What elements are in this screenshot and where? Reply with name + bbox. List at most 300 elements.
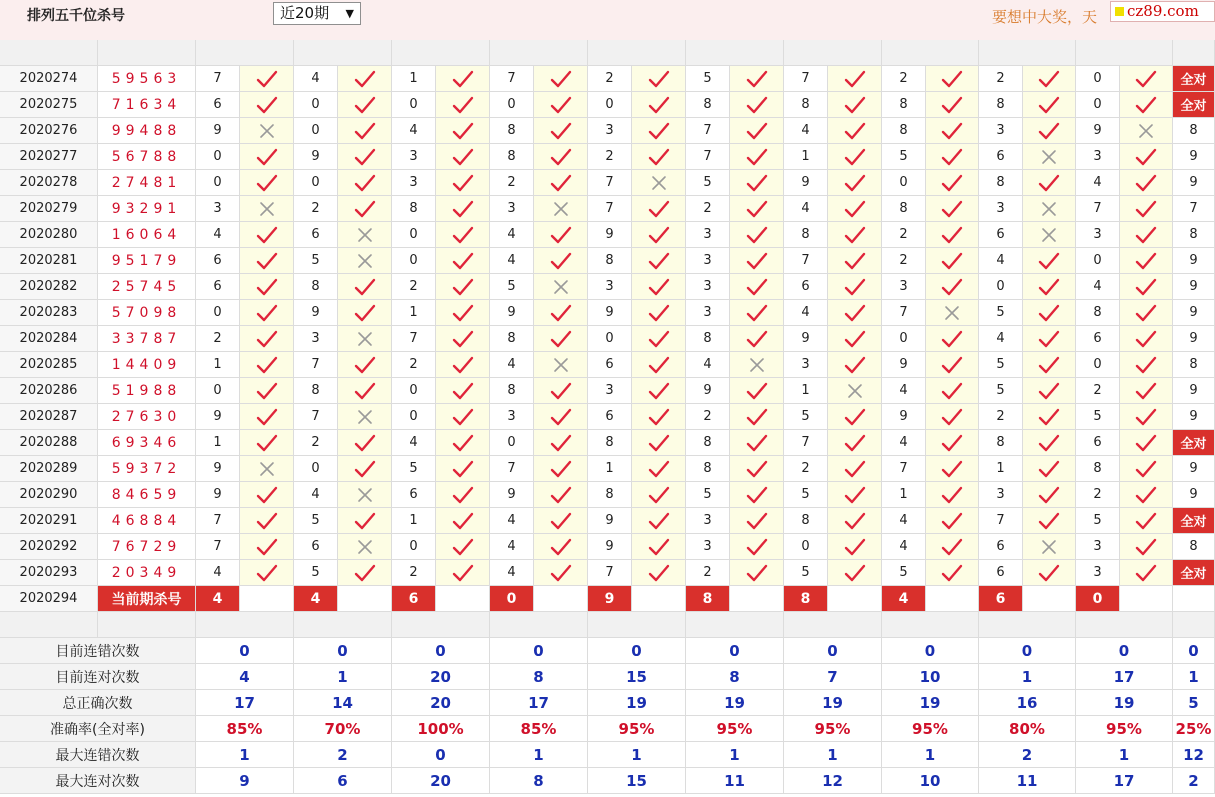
correct-mark: [828, 300, 882, 326]
kill-number-cell: 7: [979, 508, 1023, 534]
kill-number-cell: 0: [1076, 66, 1120, 92]
correct-mark: [1023, 378, 1076, 404]
cross-icon: [259, 201, 275, 217]
kill-number-cell: 4: [294, 482, 338, 508]
check-icon: [1038, 485, 1060, 505]
period-cell: 2020276: [0, 118, 98, 144]
kill-number-cell: 6: [979, 534, 1023, 560]
correct-mark: [926, 170, 979, 196]
check-icon: [1135, 69, 1157, 89]
kill-number-cell: 1: [392, 300, 436, 326]
period-cell: 2020275: [0, 92, 98, 118]
summary-value: 16: [979, 690, 1076, 716]
check-icon: [452, 433, 474, 453]
correct-mark: [436, 456, 490, 482]
stat-count-cell: 8: [1173, 352, 1215, 378]
kill-number-cell: 4: [784, 118, 828, 144]
kill-number-cell: 6: [588, 352, 632, 378]
draw-number-cell: 76729: [98, 534, 196, 560]
check-icon: [941, 355, 963, 375]
correct-mark: [632, 144, 686, 170]
correct-mark: [534, 92, 588, 118]
wrong-mark: [338, 404, 392, 430]
check-icon: [354, 563, 376, 583]
kill-number-cell: 1: [392, 66, 436, 92]
kill-number-cell: 2: [686, 560, 730, 586]
check-icon: [1135, 277, 1157, 297]
correct-mark: [730, 430, 784, 456]
cross-icon: [357, 253, 373, 269]
kill-number-cell: 7: [686, 144, 730, 170]
kill-number-cell: 3: [294, 326, 338, 352]
summary-value: 100%: [392, 716, 490, 742]
kill-number-cell: 8: [1076, 456, 1120, 482]
check-icon: [648, 147, 670, 167]
check-icon: [844, 225, 866, 245]
check-icon: [941, 251, 963, 271]
wrong-mark: [338, 534, 392, 560]
correct-mark: [632, 326, 686, 352]
check-icon: [941, 485, 963, 505]
kill-number-cell: 0: [392, 378, 436, 404]
correct-mark: [1120, 92, 1173, 118]
correct-mark: [926, 560, 979, 586]
period-select[interactable]: [273, 2, 361, 25]
kill-number-cell: 8: [588, 430, 632, 456]
kill-number-cell: 0: [294, 456, 338, 482]
draw-number-cell: 14409: [98, 352, 196, 378]
current-empty-cell: [1120, 586, 1173, 612]
period-cell: 2020284: [0, 326, 98, 352]
correct-mark: [534, 222, 588, 248]
summary-value: 8: [490, 664, 588, 690]
kill-number-cell: 8: [294, 274, 338, 300]
check-icon: [452, 225, 474, 245]
correct-mark: [632, 274, 686, 300]
correct-mark: [436, 534, 490, 560]
check-icon: [256, 433, 278, 453]
kill-number-cell: 5: [784, 560, 828, 586]
kill-number-cell: 2: [1076, 482, 1120, 508]
check-icon: [354, 121, 376, 141]
kill-number-cell: 2: [392, 274, 436, 300]
check-icon: [256, 173, 278, 193]
check-icon: [1135, 303, 1157, 323]
current-kill-label: 当前期杀号: [98, 586, 196, 612]
kill-number-cell: 8: [882, 118, 926, 144]
correct-mark: [632, 534, 686, 560]
check-icon: [354, 381, 376, 401]
check-icon: [550, 303, 572, 323]
correct-mark: [1023, 300, 1076, 326]
kill-number-cell: 8: [1076, 300, 1120, 326]
summary-value: 95%: [588, 716, 686, 742]
correct-mark: [436, 482, 490, 508]
correct-mark: [1120, 352, 1173, 378]
correct-mark: [632, 378, 686, 404]
wrong-mark: [240, 456, 294, 482]
check-icon: [550, 537, 572, 557]
summary-label: 总正确次数: [0, 690, 196, 716]
check-icon: [941, 537, 963, 557]
kill-number-cell: 3: [1076, 560, 1120, 586]
stat-count-cell: 9: [1173, 482, 1215, 508]
kill-number-cell: 9: [196, 456, 240, 482]
stat-count-cell: 9: [1173, 300, 1215, 326]
stat-count-cell: 9: [1173, 248, 1215, 274]
correct-mark: [926, 430, 979, 456]
kill-number-cell: 7: [196, 66, 240, 92]
check-icon: [1135, 173, 1157, 193]
summary-value: 95%: [686, 716, 784, 742]
current-empty-cell: [240, 586, 294, 612]
kill-number-cell: 3: [588, 378, 632, 404]
check-icon: [941, 459, 963, 479]
check-icon: [256, 511, 278, 531]
check-icon: [1038, 251, 1060, 271]
check-icon: [452, 95, 474, 115]
check-icon: [550, 173, 572, 193]
check-icon: [746, 277, 768, 297]
check-icon: [550, 563, 572, 583]
correct-mark: [632, 560, 686, 586]
summary-stat-value: 5: [1173, 690, 1215, 716]
check-icon: [746, 459, 768, 479]
kill-number-cell: 7: [588, 560, 632, 586]
summary-value: 0: [294, 638, 392, 664]
correct-mark: [1023, 66, 1076, 92]
summary-value: 8: [490, 768, 588, 794]
check-icon: [256, 381, 278, 401]
kill-number-cell: 4: [979, 326, 1023, 352]
correct-mark: [632, 222, 686, 248]
summary-value: 70%: [294, 716, 392, 742]
correct-mark: [730, 170, 784, 196]
kill-number-cell: 7: [490, 456, 534, 482]
summary-value: 0: [1076, 638, 1173, 664]
summary-value: 1: [979, 664, 1076, 690]
check-icon: [550, 329, 572, 349]
summary-value: 15: [588, 664, 686, 690]
check-icon: [844, 147, 866, 167]
kill-number-cell: 2: [490, 170, 534, 196]
kill-number-cell: 8: [686, 326, 730, 352]
check-icon: [746, 69, 768, 89]
kill-number-cell: 4: [882, 508, 926, 534]
check-icon: [256, 225, 278, 245]
wrong-mark: [338, 326, 392, 352]
correct-mark: [436, 560, 490, 586]
correct-mark: [730, 508, 784, 534]
kill-number-cell: 2: [294, 430, 338, 456]
correct-mark: [1120, 378, 1173, 404]
correct-mark: [338, 118, 392, 144]
check-icon: [746, 147, 768, 167]
kill-number-cell: 6: [1076, 326, 1120, 352]
check-icon: [256, 95, 278, 115]
correct-mark: [632, 482, 686, 508]
check-icon: [452, 121, 474, 141]
cross-icon: [651, 175, 667, 191]
col-header-expert-7: [784, 40, 882, 66]
correct-mark: [730, 66, 784, 92]
kill-number-cell: 9: [490, 300, 534, 326]
correct-mark: [1023, 560, 1076, 586]
correct-mark: [338, 508, 392, 534]
check-icon: [550, 381, 572, 401]
check-icon: [256, 277, 278, 297]
kill-number-cell: 1: [784, 378, 828, 404]
kill-number-cell: 0: [196, 378, 240, 404]
kill-number-cell: 9: [588, 508, 632, 534]
check-icon: [648, 225, 670, 245]
check-icon: [746, 563, 768, 583]
check-icon: [648, 511, 670, 531]
summary-stat-value: 12: [1173, 742, 1215, 768]
correct-mark: [828, 404, 882, 430]
correct-mark: [1023, 482, 1076, 508]
check-icon: [550, 225, 572, 245]
site-logo[interactable]: [1110, 1, 1215, 22]
kill-number-cell: 6: [1076, 430, 1120, 456]
summary-header-expert-3: [392, 612, 490, 638]
summary-value: 1: [784, 742, 882, 768]
correct-mark: [828, 144, 882, 170]
kill-number-cell: 5: [1076, 404, 1120, 430]
cross-icon: [1138, 123, 1154, 139]
correct-mark: [828, 118, 882, 144]
correct-mark: [1023, 456, 1076, 482]
summary-value: 19: [686, 690, 784, 716]
kill-number-cell: 4: [392, 118, 436, 144]
period-cell: 2020291: [0, 508, 98, 534]
current-kill-number: 4: [882, 586, 926, 612]
check-icon: [1038, 511, 1060, 531]
check-icon: [941, 173, 963, 193]
wrong-mark: [926, 300, 979, 326]
cross-icon: [944, 305, 960, 321]
current-kill-number: 6: [979, 586, 1023, 612]
check-icon: [648, 355, 670, 375]
correct-mark: [534, 508, 588, 534]
cross-icon: [259, 123, 275, 139]
stat-count-cell: 9: [1173, 404, 1215, 430]
correct-mark: [1120, 222, 1173, 248]
kill-number-cell: 3: [392, 170, 436, 196]
check-icon: [844, 199, 866, 219]
kill-number-cell: 3: [784, 352, 828, 378]
correct-mark: [338, 144, 392, 170]
correct-mark: [828, 534, 882, 560]
correct-mark: [1023, 118, 1076, 144]
check-icon: [844, 485, 866, 505]
correct-mark: [240, 144, 294, 170]
check-icon: [550, 147, 572, 167]
cross-icon: [357, 539, 373, 555]
kill-number-cell: 0: [392, 404, 436, 430]
kill-number-cell: 9: [882, 404, 926, 430]
correct-mark: [730, 196, 784, 222]
check-icon: [1038, 407, 1060, 427]
period-cell: 2020279: [0, 196, 98, 222]
kill-number-cell: 1: [588, 456, 632, 482]
kill-number-cell: 6: [392, 482, 436, 508]
kill-number-cell: 5: [979, 300, 1023, 326]
current-empty-cell: [338, 586, 392, 612]
summary-value: 1: [490, 742, 588, 768]
current-period-cell: 2020294: [0, 586, 98, 612]
period-cell: 2020289: [0, 456, 98, 482]
check-icon: [256, 485, 278, 505]
correct-mark: [534, 144, 588, 170]
summary-label: 目前连错次数: [0, 638, 196, 664]
correct-mark: [730, 248, 784, 274]
correct-mark: [1023, 170, 1076, 196]
correct-mark: [1023, 274, 1076, 300]
kill-number-cell: 7: [784, 430, 828, 456]
check-icon: [941, 381, 963, 401]
stat-count-cell: 9: [1173, 326, 1215, 352]
summary-header-expert-9: [979, 612, 1076, 638]
check-icon: [452, 407, 474, 427]
kill-number-cell: 1: [196, 430, 240, 456]
wrong-mark: [534, 352, 588, 378]
check-icon: [452, 173, 474, 193]
correct-mark: [240, 560, 294, 586]
check-icon: [746, 199, 768, 219]
summary-stat-value: 2: [1173, 768, 1215, 794]
correct-mark: [1023, 248, 1076, 274]
kill-number-cell: 0: [784, 534, 828, 560]
check-icon: [648, 277, 670, 297]
correct-mark: [1120, 326, 1173, 352]
correct-mark: [240, 222, 294, 248]
check-icon: [648, 433, 670, 453]
correct-mark: [730, 456, 784, 482]
correct-mark: [828, 170, 882, 196]
summary-value: 19: [1076, 690, 1173, 716]
correct-mark: [436, 326, 490, 352]
wrong-mark: [1023, 144, 1076, 170]
summary-header-period: [0, 612, 98, 638]
period-cell: 2020278: [0, 170, 98, 196]
kill-number-cell: 5: [979, 352, 1023, 378]
summary-header-expert-2: [294, 612, 392, 638]
kill-number-cell: 5: [784, 404, 828, 430]
correct-mark: [436, 196, 490, 222]
correct-mark: [926, 248, 979, 274]
summary-value: 17: [1076, 768, 1173, 794]
kill-number-cell: 6: [979, 144, 1023, 170]
correct-mark: [1120, 456, 1173, 482]
kill-number-cell: 5: [294, 248, 338, 274]
kill-number-cell: 4: [490, 508, 534, 534]
kill-number-cell: 2: [784, 456, 828, 482]
correct-mark: [1120, 508, 1173, 534]
kill-number-cell: 2: [392, 560, 436, 586]
check-icon: [1038, 459, 1060, 479]
kill-number-cell: 7: [882, 456, 926, 482]
check-icon: [844, 563, 866, 583]
stat-count-cell: 9: [1173, 144, 1215, 170]
check-icon: [1135, 329, 1157, 349]
check-icon: [452, 199, 474, 219]
kill-number-cell: 8: [490, 326, 534, 352]
kill-number-cell: 4: [882, 534, 926, 560]
check-icon: [550, 95, 572, 115]
correct-mark: [632, 430, 686, 456]
kill-number-cell: 0: [490, 430, 534, 456]
summary-value: 0: [686, 638, 784, 664]
correct-mark: [926, 456, 979, 482]
correct-mark: [240, 508, 294, 534]
summary-value: 12: [784, 768, 882, 794]
kill-number-cell: 5: [686, 66, 730, 92]
current-empty-cell: [436, 586, 490, 612]
summary-value: 85%: [490, 716, 588, 742]
correct-mark: [632, 508, 686, 534]
check-icon: [354, 303, 376, 323]
summary-value: 95%: [882, 716, 979, 742]
correct-mark: [240, 66, 294, 92]
kill-number-cell: 3: [1076, 144, 1120, 170]
kill-number-cell: 8: [686, 456, 730, 482]
stat-count-cell: 9: [1173, 378, 1215, 404]
current-kill-number: 6: [392, 586, 436, 612]
check-icon: [941, 225, 963, 245]
kill-number-cell: 3: [979, 118, 1023, 144]
check-icon: [1038, 381, 1060, 401]
kill-number-cell: 5: [979, 378, 1023, 404]
correct-mark: [730, 118, 784, 144]
period-cell: 2020288: [0, 430, 98, 456]
check-icon: [1135, 485, 1157, 505]
check-icon: [1038, 563, 1060, 583]
correct-mark: [1120, 482, 1173, 508]
summary-value: 11: [979, 768, 1076, 794]
kill-number-cell: 0: [294, 118, 338, 144]
check-icon: [256, 147, 278, 167]
check-icon: [648, 563, 670, 583]
summary-stat-value: 0: [1173, 638, 1215, 664]
check-icon: [1135, 537, 1157, 557]
check-icon: [844, 121, 866, 141]
correct-mark: [828, 222, 882, 248]
kill-number-cell: 2: [1076, 378, 1120, 404]
correct-mark: [926, 404, 979, 430]
col-header-draw: [98, 40, 196, 66]
correct-mark: [338, 430, 392, 456]
summary-value: 0: [392, 638, 490, 664]
check-icon: [256, 563, 278, 583]
correct-mark: [436, 66, 490, 92]
correct-mark: [436, 118, 490, 144]
kill-number-cell: 9: [1076, 118, 1120, 144]
summary-header-expert-7: [784, 612, 882, 638]
check-icon: [1135, 251, 1157, 271]
kill-number-cell: 8: [686, 92, 730, 118]
check-icon: [256, 329, 278, 349]
correct-mark: [436, 430, 490, 456]
kill-number-cell: 8: [392, 196, 436, 222]
check-icon: [354, 355, 376, 375]
kill-number-cell: 8: [784, 92, 828, 118]
kill-number-cell: 7: [1076, 196, 1120, 222]
summary-value: 19: [784, 690, 882, 716]
correct-mark: [436, 170, 490, 196]
wrong-mark: [1023, 222, 1076, 248]
correct-mark: [534, 534, 588, 560]
